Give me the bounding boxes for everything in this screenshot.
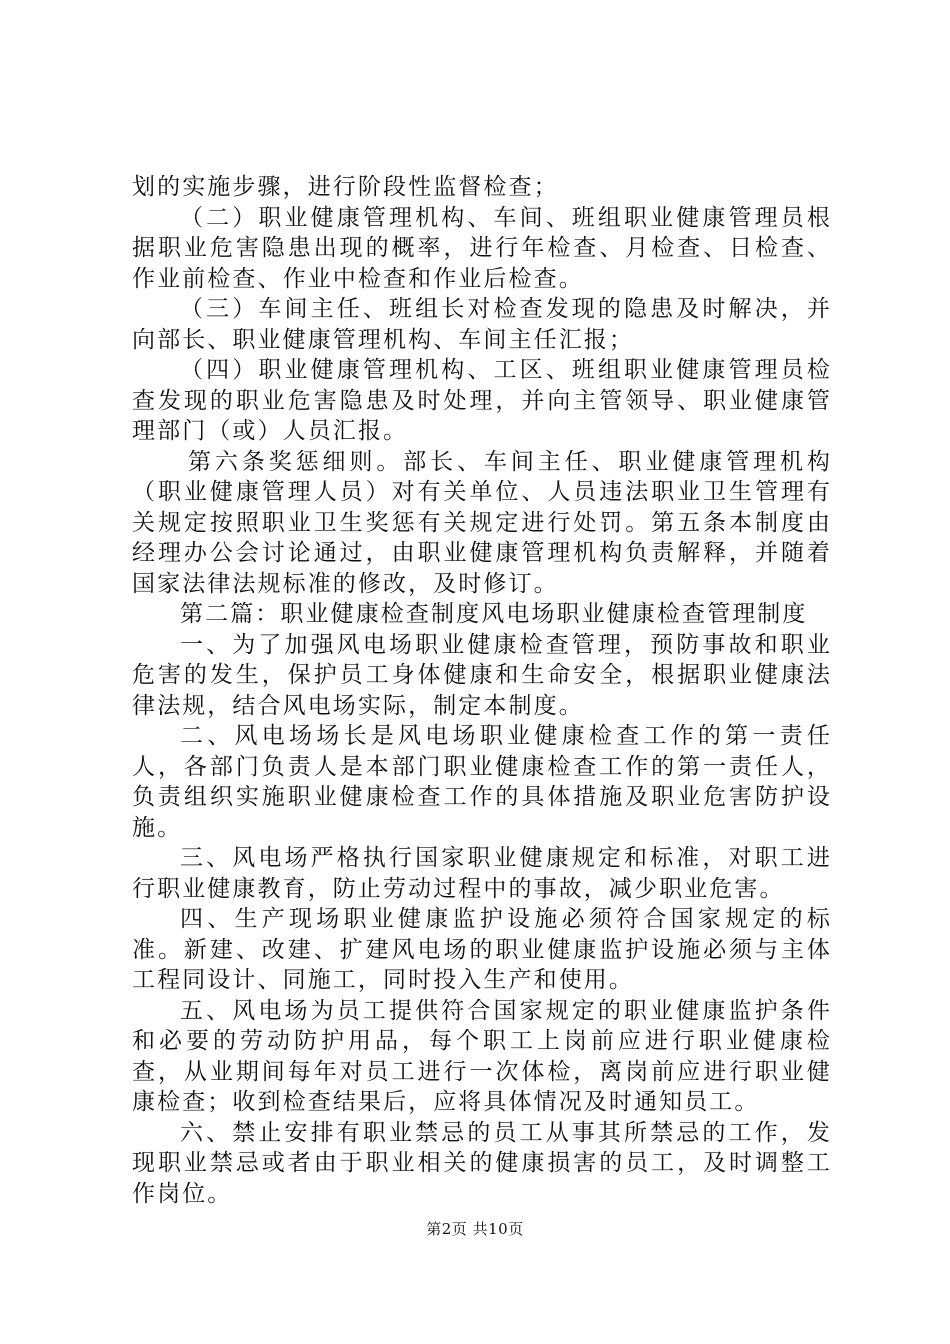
- paragraph-clause-6: 六、禁止安排有职业禁忌的员工从事其所禁忌的工作，发现职业禁忌或者由于职业相关的健康损害的员工，及时调整工作岗位。: [132, 1119, 832, 1207]
- paragraph-item-4: （四）职业健康管理机构、工区、班组职业健康管理员检查发现的职业危害隐患及时处理，并向主管领导、职业健康管理部门（或）人员汇报。: [132, 357, 832, 444]
- paragraph-clause-4: 四、生产现场职业健康监护设施必须符合国家规定的标准。新建、改建、扩建风电场的职业健康监护设施必须与主体工程同设计、同施工，同时投入生产和使用。: [132, 906, 832, 993]
- paragraph-item-3: （三）车间主任、班组长对检查发现的隐患及时解决，并向部长、职业健康管理机构、车间主任汇报；: [132, 296, 832, 353]
- paragraph-article-6: 第六条奖惩细则。部长、车间主任、职业健康管理机构（职业健康管理人员）对有关单位、人员违法职业卫生管理有关规定按照职业卫生奖惩有关规定进行处罚。第五条本制度由经理办公会讨论通过，由职业健康管理机构负责解释，并随着国家法律法规标准的修改，及时修订。: [132, 448, 832, 597]
- paragraph-clause-3: 三、风电场严格执行国家职业健康规定和标准，对职工进行职业健康教育，防止劳动过程中的事故，减少职业危害。: [132, 845, 832, 902]
- page-footer: 第2页 共10页: [426, 1220, 524, 1238]
- paragraph-clause-1: 一、为了加强风电场职业健康检查管理，预防事故和职业危害的发生，保护员工身体健康和生命安全，根据职业健康法律法规，结合风电场实际，制定本制度。: [132, 631, 832, 719]
- paragraph-clause-5: 五、风电场为员工提供符合国家规定的职业健康监护条件和必要的劳动防护用品，每个职工上岗前应进行职业健康检查，从业期间每年对员工进行一次体检，离岗前应进行职业健康检查；收到检查结果后，应将具体情况及时通知员工。: [132, 997, 832, 1115]
- document-body: [132, 172, 832, 1209]
- section-heading-part-2: 第二篇：职业健康检查制度风电场职业健康检查管理制度: [180, 601, 808, 627]
- paragraph-continuation: 划的实施步骤，进行阶段性监督检查；: [132, 174, 559, 200]
- paragraph-item-2: （二）职业健康管理机构、车间、班组职业健康管理员根据职业危害隐患出现的概率，进行年检查、月检查、日检查、作业前检查、作业中检查和作业后检查。: [132, 204, 832, 292]
- paragraph-clause-2: 二、风电场场长是风电场职业健康检查工作的第一责任人，各部门负责人是本部门职业健康检查工作的第一责任人，负责组织实施职业健康检查工作的具体措施及职业危害防护设施。: [132, 723, 832, 841]
